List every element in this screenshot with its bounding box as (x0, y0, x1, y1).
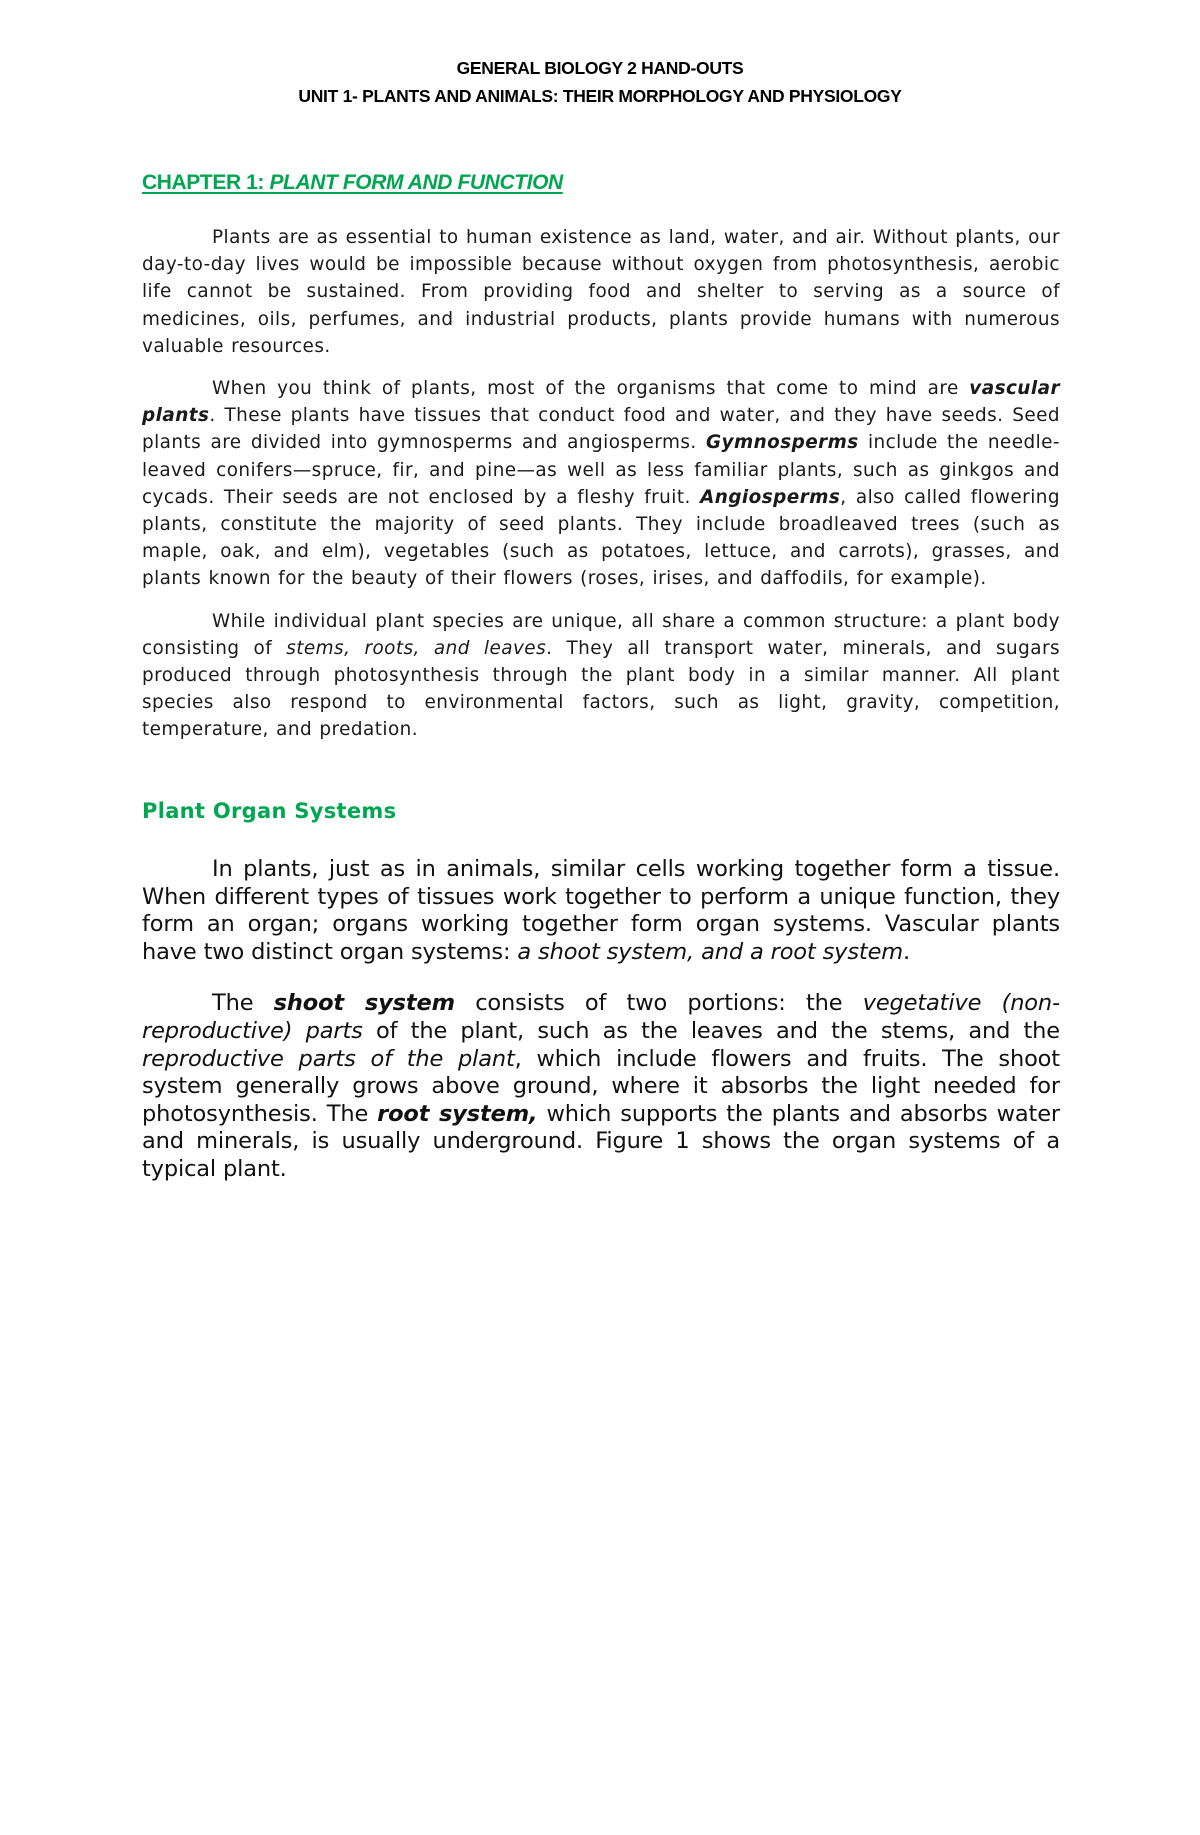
paragraph-1-text: Plants are as essential to human existence as land, water, and air. Without plants, our day-to-day lives would be impossible because without oxygen from photosynthesis, aerobic life cannot be sustained. From providing food and shelter to serving as a source of medicines, oils, perfumes, and industrial products, plants provide humans with numerous valuable resources. (142, 227, 1060, 357)
paragraph-5-text-d: , which include flowers and fruits. The shoot system generally grows above ground, where it absorbs the light needed for photosynthesis. The (142, 1045, 1060, 1127)
term-angiosperms: Angiosperms (700, 486, 841, 508)
emphasis-vegetative-parts: vegetative (non-reproductive) parts (142, 990, 1061, 1044)
paragraph-4-text-b: . (903, 938, 911, 965)
paragraph-2-text-a: When you think of plants, most of the organisms that come to mind are (212, 378, 970, 400)
unit-title: UNIT 1- PLANTS AND ANIMALS: THEIR MORPHOLOGY AND PHYSIOLOGY (298, 86, 902, 106)
emphasis-shoot-root-system: a shoot system, and a root system (517, 938, 904, 965)
paragraph-2-text-d: , also called flowering plants, constitute the majority of seed plants. They include broadleaved trees (such as maple, oak, and elm), vegetables (such as potatoes, lettuce, and carrots), grasses, and plants known for the beauty of their flowers (roses, irises, and daffodils, for example). (142, 486, 1060, 590)
emphasis-reproductive-parts: reproductive parts of the plant (142, 1045, 515, 1072)
term-root-system: root system, (377, 1100, 538, 1127)
term-gymnosperms: Gymnosperms (705, 432, 859, 454)
paragraph-2-text-b: . These plants have tissues that conduct food and water, and they have seeds. Seed plants are divided into gymnosperms and angiosperms. (142, 405, 1060, 454)
paragraph-2-text-c: include the needle-leaved conifers—spruce, fir, and pine—as well as less familiar plants, such as ginkgos and cycads. Their seeds are not enclosed by a fleshy fruit. (142, 432, 1060, 508)
emphasis-stems-roots-leaves: stems, roots, and leaves (286, 637, 547, 659)
organ-systems-section (142, 856, 1060, 1208)
paragraph-1 (142, 224, 1060, 360)
paragraph-5-text-e: which supports the plants and absorbs water and minerals, is usually underground. Figure 1 shows the organ systems of a typical plant. (142, 1100, 1060, 1182)
paragraph-4-text-a: In plants, just as in animals, similar cells working together form a tissue. When different types of tissues work together to perform a unique function, they form an organ; organs working together form organ systems. Vascular plants have two distinct organ systems: (142, 856, 1060, 965)
intro-section (142, 224, 1060, 759)
paragraph-3 (142, 608, 1060, 744)
term-shoot-system: shoot system (273, 990, 455, 1017)
term-vascular-plants: vascular plants (142, 378, 1060, 427)
chapter-label: CHAPTER 1: (142, 171, 270, 194)
paragraph-5 (142, 990, 1060, 1183)
paragraph-5-text-c: of the plant, such as the leaves and the stems, and the (362, 1017, 1060, 1044)
paragraph-3-text-a: While individual plant species are unique, all share a common structure: a plant body consisting of (142, 610, 1060, 659)
handout-title: GENERAL BIOLOGY 2 HAND-OUTS (456, 58, 744, 78)
paragraph-5-text-a: The (212, 990, 274, 1017)
paragraph-2 (142, 375, 1060, 593)
section-heading-plant-organ-systems: Plant Organ Systems (142, 799, 397, 823)
chapter-title: PLANT FORM AND FUNCTION (269, 171, 563, 194)
paragraph-3-text-b: . They all transport water, minerals, and sugars produced through photosynthesis through the plant body in a similar manner. All plant species also respond to environmental factors, such as light, gravity, competition, temperature, and predation. (142, 637, 1060, 741)
paragraph-5-text-b: consists of two portions: the (454, 990, 863, 1017)
paragraph-4 (142, 856, 1060, 966)
chapter-heading (142, 171, 563, 195)
